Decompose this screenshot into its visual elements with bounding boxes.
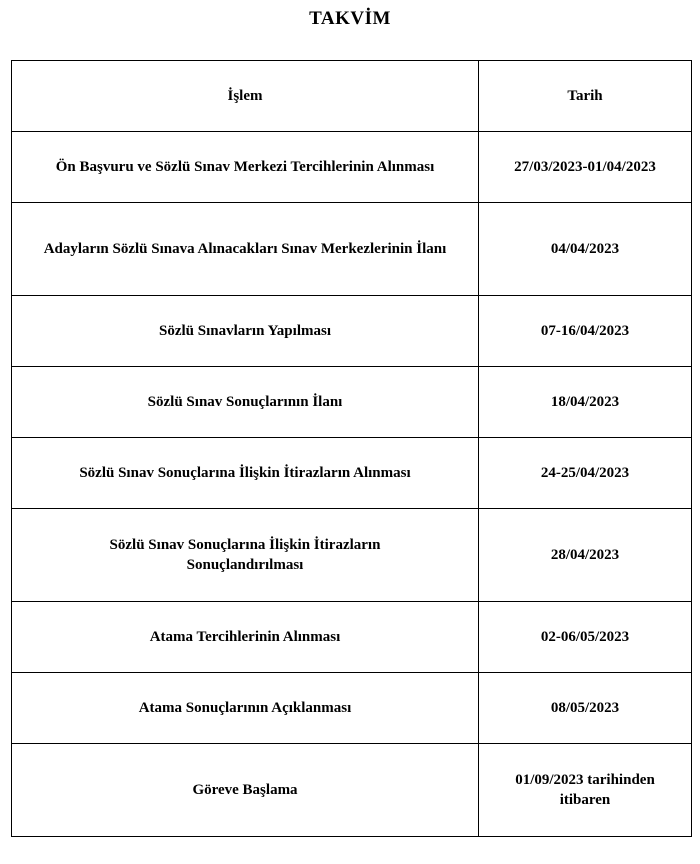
table-row bbox=[12, 602, 692, 673]
date-cell: 24-25/04/2023 bbox=[479, 438, 692, 509]
date-cell: 08/05/2023 bbox=[479, 673, 692, 744]
date-cell: 02-06/05/2023 bbox=[479, 602, 692, 673]
process-cell: Adayların Sözlü Sınava Alınacakları Sınav Merkezlerinin İlanı bbox=[12, 203, 479, 296]
process-cell: Sözlü Sınavların Yapılması bbox=[12, 296, 479, 367]
table-row bbox=[12, 438, 692, 509]
table-row bbox=[12, 296, 692, 367]
process-cell: Sözlü Sınav Sonuçlarına İlişkin İtirazların Alınması bbox=[12, 438, 479, 509]
table-row bbox=[12, 744, 692, 837]
table-header-row bbox=[12, 61, 692, 132]
process-cell: Atama Tercihlerinin Alınması bbox=[12, 602, 479, 673]
process-cell: Göreve Başlama bbox=[12, 744, 479, 837]
date-cell: 04/04/2023 bbox=[479, 203, 692, 296]
table-row bbox=[12, 367, 692, 438]
process-cell: Atama Sonuçlarının Açıklanması bbox=[12, 673, 479, 744]
date-cell: 07-16/04/2023 bbox=[479, 296, 692, 367]
page-title: TAKVİM bbox=[309, 8, 391, 29]
table-row bbox=[12, 203, 692, 296]
header-date: Tarih bbox=[479, 61, 692, 132]
date-cell: 28/04/2023 bbox=[479, 509, 692, 602]
process-cell: Ön Başvuru ve Sözlü Sınav Merkezi Tercihlerinin Alınması bbox=[12, 132, 479, 203]
table-row bbox=[12, 509, 692, 602]
table-row bbox=[12, 673, 692, 744]
header-process: İşlem bbox=[12, 61, 479, 132]
date-cell: 27/03/2023-01/04/2023 bbox=[479, 132, 692, 203]
process-cell: Sözlü Sınav Sonuçlarının İlanı bbox=[12, 367, 479, 438]
date-cell: 01/09/2023 tarihinden itibaren bbox=[479, 744, 692, 837]
table-row bbox=[12, 132, 692, 203]
process-cell: Sözlü Sınav Sonuçlarına İlişkin İtirazların Sonuçlandırılması bbox=[12, 509, 479, 602]
date-cell: 18/04/2023 bbox=[479, 367, 692, 438]
schedule-table bbox=[11, 60, 692, 837]
